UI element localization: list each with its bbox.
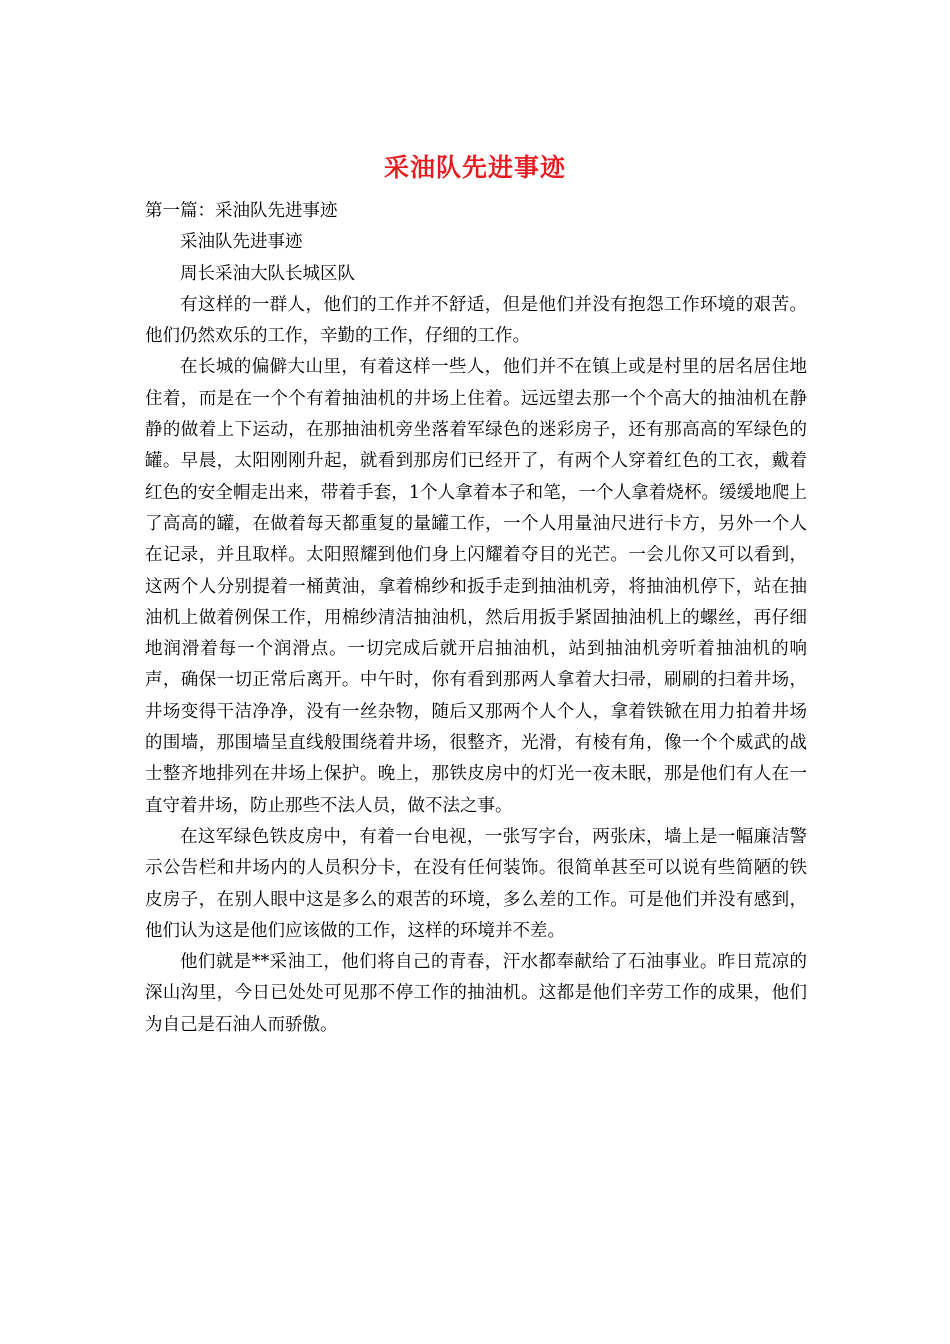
paragraph-2: 在长城的偏僻大山里，有着这样一些人，他们并不在镇上或是村里的居名居住地住着，而是在一个个有着抽油机的井场上住着。远远望去那一个个高大的抽油机在静静的做着上下运动，在那抽油机旁坐落着军绿色的迷彩房子，还有那高高的军绿色的罐。早晨，太阳刚刚升起，就看到那房们已经开了，有两个人穿着红色的工衣，戴着红色的安全帽走出来，带着手套，1个人拿着本子和笔，一个人拿着烧杯。缓缓地爬上了高高的罐，在做着每天都重复的量罐工作，一个人用量油尺进行卡方，另外一个人在记录，并且取样。太阳照耀到他们身上闪耀着夺目的光芒。一会儿你又可以看到，这两个人分别提着一桶黄油，拿着棉纱和扳手走到抽油机旁，将抽油机停下，站在抽油机上做着例保工作，用棉纱清洁抽油机，然后用扳手紧固抽油机上的螺丝，再仔细地润滑着每一个润滑点。一切完成后就开启抽油机，站到抽油机旁听着抽油机的响声，确保一切正常后离开。中午时，你有看到那两人拿着大扫帚，刷刷的扫着井场，井场变得干洁净净，没有一丝杂物，随后又那两个人个人，拿着铁锨在用力拍着井场的围墙，那围墙呈直线般围绕着井场，很整齐，光滑，有棱有角，像一个个威武的战士整齐地排列在井场上保护。晚上，那铁皮房中的灯光一夜未眠，那是他们有人在一直守着井场，防止那些不法人员，做不法之事。 [145, 357, 807, 816]
paragraph-1: 有这样的一群人，他们的工作并不舒适，但是他们并没有抱怨工作环境的艰苦。他们仍然欢乐的工作，辛勤的工作，仔细的工作。 [145, 294, 807, 347]
paragraph-3: 在这军绿色铁皮房中，有着一台电视，一张写字台，两张床，墙上是一幅廉洁警示公告栏和井场内的人员积分卡，在没有任何装饰。很简单甚至可以说有些简陋的铁皮房子，在别人眼中这是多么的艰苦的环境，多么差的工作。可是他们并没有感到，他们认为这是他们应该做的工作，这样的环境并不差。 [145, 826, 807, 941]
article-subtitle: 采油队先进事迹 [180, 232, 303, 253]
paragraph-4: 他们就是**采油工，他们将自己的青春，汗水都奉献给了石油事业。昨日荒凉的深山沟里，今日已处处可见那不停工作的抽油机。这都是他们辛劳工作的成果，他们为自己是石油人而骄傲。 [145, 952, 807, 1035]
document-title: 采油队先进事迹 [383, 153, 566, 182]
article-unit: 周长采油大队长城区队 [180, 263, 355, 284]
document-body [145, 196, 807, 1041]
section-heading: 第一篇：采油队先进事迹 [145, 201, 338, 221]
